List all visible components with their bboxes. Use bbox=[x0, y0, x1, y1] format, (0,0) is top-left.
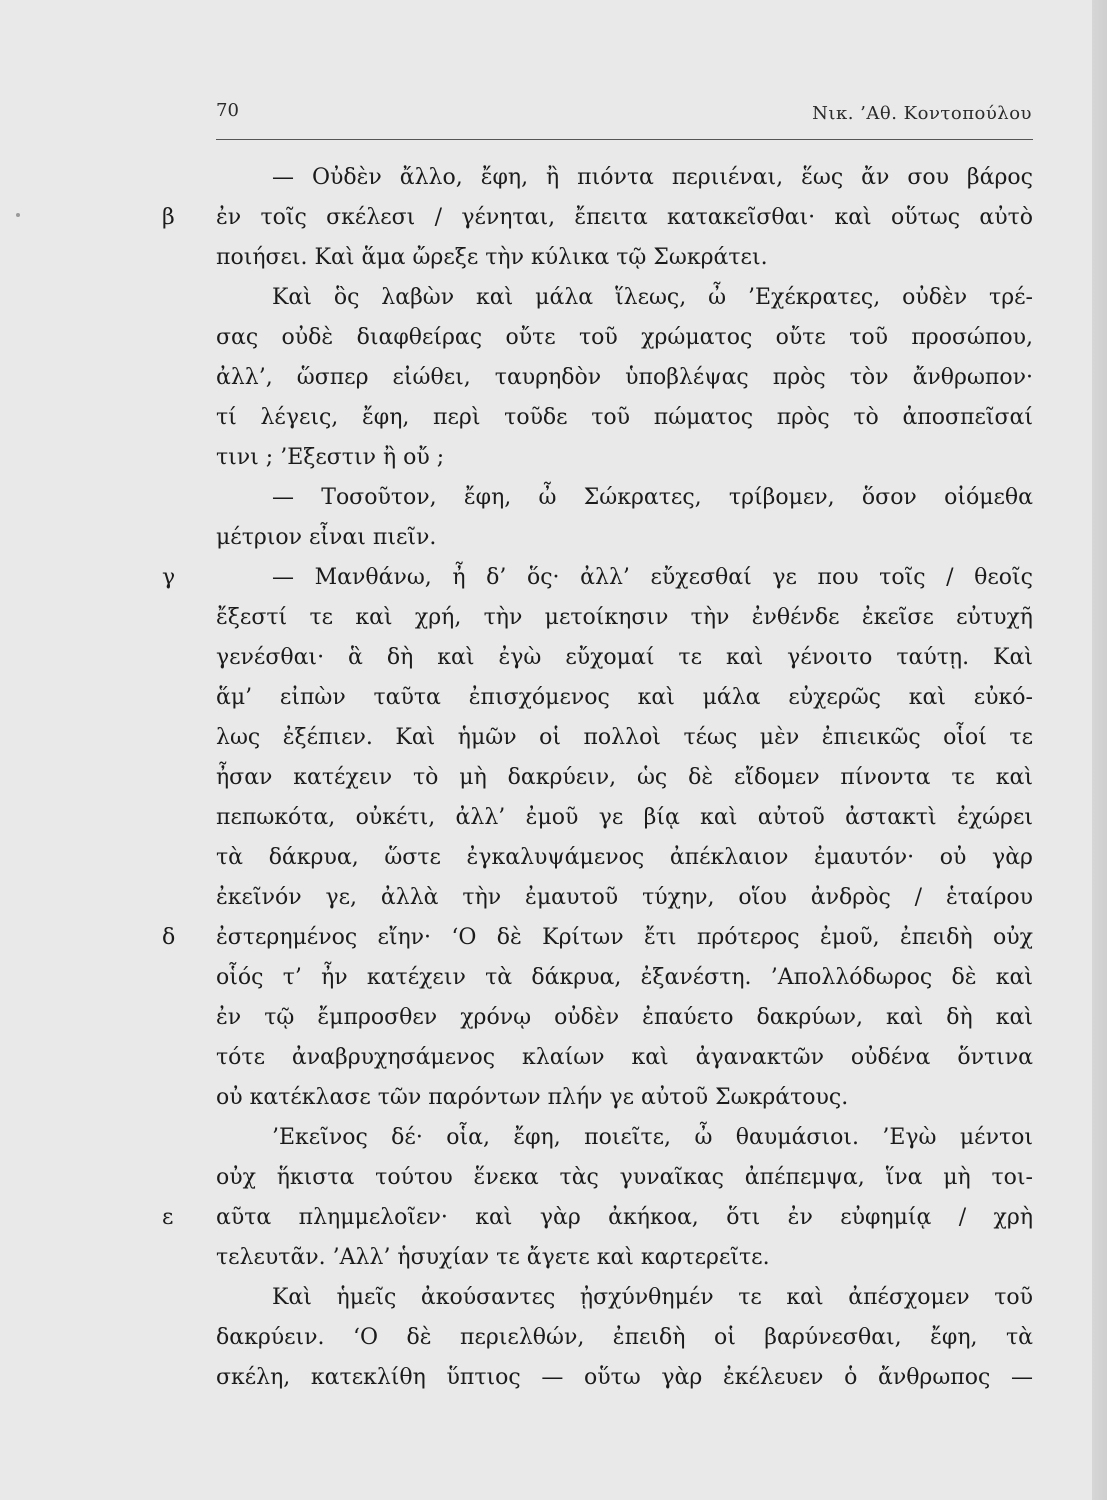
page-number: 70 bbox=[216, 100, 239, 121]
text-line: Καὶ ὃς λαβὼν καὶ μάλα ἵλεως, ὦ ’Εχέκρατες, οὐδὲν τρέ- bbox=[272, 285, 1033, 310]
page-edge bbox=[1092, 0, 1107, 1500]
body-text bbox=[216, 158, 1033, 1398]
text-line: — Οὐδὲν ἄλλο, ἔφη, ἢ πιόντα περιιέναι, ἕως ἄν σου βάρος bbox=[272, 165, 1033, 190]
text-line: δακρύειν. ‘Ο δὲ περιελθών, ἐπειδὴ οἱ βαρύνεσθαι, ἔφη, τὰ bbox=[216, 1325, 1033, 1350]
margin-letter-delta: δ bbox=[162, 925, 176, 950]
text-line: τινι ; ’Εξεστιν ἢ οὔ ; bbox=[216, 445, 445, 470]
text-line: ποιήσει. Καὶ ἅμα ὤρεξε τὴν κύλικα τῷ Σωκράτει. bbox=[216, 245, 768, 270]
text-line: οἷός τ’ ἦν κατέχειν τὰ δάκρυα, ἐξανέστη. ’Απολλόδωρος δὲ καὶ bbox=[216, 965, 1033, 990]
margin-letter-beta: β bbox=[162, 205, 175, 230]
text-line: Καὶ ἡμεῖς ἀκούσαντες ᾐσχύνθημέν τε καὶ ἀπέσχομεν τοῦ bbox=[272, 1285, 1033, 1310]
text-line: αῦτα πλημμελοῖεν· καὶ γὰρ ἀκήκοα, ὅτι ἐν εὐφημίᾳ / χρὴ bbox=[216, 1205, 1033, 1230]
page-speck bbox=[16, 213, 20, 217]
text-line: ἐν τῷ ἔμπροσθεν χρόνῳ οὐδὲν ἐπαύετο δακρύων, καὶ δὴ καὶ bbox=[216, 1005, 1033, 1030]
margin-letter-epsilon: ε bbox=[162, 1205, 174, 1230]
text-line: ἐστερημένος εἴην· ‘Ο δὲ Κρίτων ἔτι πρότερος ἐμοῦ, ἐπειδὴ οὐχ bbox=[216, 925, 1033, 950]
text-line: ἅμ’ εἰπὼν ταῦτα ἐπισχόμενος καὶ μάλα εὐχερῶς καὶ εὐκό- bbox=[216, 685, 1033, 710]
text-line: γενέσθαι· ἃ δὴ καὶ ἐγὼ εὔχομαί τε καὶ γένοιτο ταύτῃ. Καὶ bbox=[216, 645, 1033, 670]
text-line: ἀλλ’, ὥσπερ εἰώθει, ταυρηδὸν ὑποβλέψας πρὸς τὸν ἄνθρωπον· bbox=[216, 365, 1033, 390]
text-line: οὐχ ἥκιστα τούτου ἕνεκα τὰς γυναῖκας ἀπέπεμψα, ἵνα μὴ τοι- bbox=[216, 1165, 1033, 1190]
text-line: ἔξεστί τε καὶ χρή, τὴν μετοίκησιν τὴν ἐνθένδε ἐκεῖσε εὐτυχῆ bbox=[216, 605, 1033, 630]
running-head: Νικ. ’Αθ. Κοντοπούλου bbox=[812, 103, 1032, 124]
text-line: τότε ἀναβρυχησάμενος κλαίων καὶ ἀγανακτῶν οὐδένα ὅντινα bbox=[216, 1045, 1033, 1070]
text-line: ἐν τοῖς σκέλεσι / γένηται, ἔπειτα κατακεῖσθαι· καὶ οὕτως αὐτὸ bbox=[216, 205, 1033, 230]
text-line: πεπωκότα, οὐκέτι, ἀλλ’ ἐμοῦ γε βίᾳ καὶ αὐτοῦ ἀστακτὶ ἐχώρει bbox=[216, 805, 1033, 830]
text-line: μέτριον εἶναι πιεῖν. bbox=[216, 525, 437, 550]
text-line: οὐ κατέκλασε τῶν παρόντων πλήν γε αὐτοῦ Σωκράτους. bbox=[216, 1085, 849, 1110]
margin-letter-gamma: γ bbox=[162, 565, 176, 590]
header-rule bbox=[216, 139, 1033, 140]
text-line: λως ἐξέπιεν. Καὶ ἡμῶν οἱ πολλοὶ τέως μὲν ἐπιεικῶς οἷοί τε bbox=[216, 725, 1033, 750]
text-line: ἦσαν κατέχειν τὸ μὴ δακρύειν, ὡς δὲ εἴδομεν πίνοντα τε καὶ bbox=[216, 765, 1033, 790]
text-line: τελευτᾶν. ’Αλλ’ ἡσυχίαν τε ἄγετε καὶ καρτερεῖτε. bbox=[216, 1245, 770, 1270]
text-line: τὰ δάκρυα, ὥστε ἐγκαλυψάμενος ἀπέκλαιον ἐμαυτόν· οὐ γὰρ bbox=[216, 845, 1033, 870]
text-line: σας οὐδὲ διαφθείρας οὔτε τοῦ χρώματος οὔτε τοῦ προσώπου, bbox=[216, 325, 1033, 350]
text-line: — Τοσοῦτον, ἔφη, ὦ Σώκρατες, τρίβομεν, ὅσον οἰόμεθα bbox=[272, 485, 1033, 510]
text-line: σκέλη, κατεκλίθη ὕπτιος — οὕτω γὰρ ἐκέλευεν ὁ ἄνθρωπος — bbox=[216, 1365, 1033, 1390]
text-line: τί λέγεις, ἔφη, περὶ τοῦδε τοῦ πώματος πρὸς τὸ ἀποσπεῖσαί bbox=[216, 405, 1033, 430]
text-line: ’Εκεῖνος δέ· οἷα, ἔφη, ποιεῖτε, ὦ θαυμάσιοι. ’Εγὼ μέντοι bbox=[272, 1125, 1033, 1150]
text-line: — Μανθάνω, ἦ δ’ ὅς· ἀλλ’ εὔχεσθαί γε που τοῖς / θεοῖς bbox=[272, 565, 1033, 590]
text-line: ἐκεῖνόν γε, ἀλλὰ τὴν ἐμαυτοῦ τύχην, οἵου ἀνδρὸς / ἑταίρου bbox=[216, 885, 1033, 910]
